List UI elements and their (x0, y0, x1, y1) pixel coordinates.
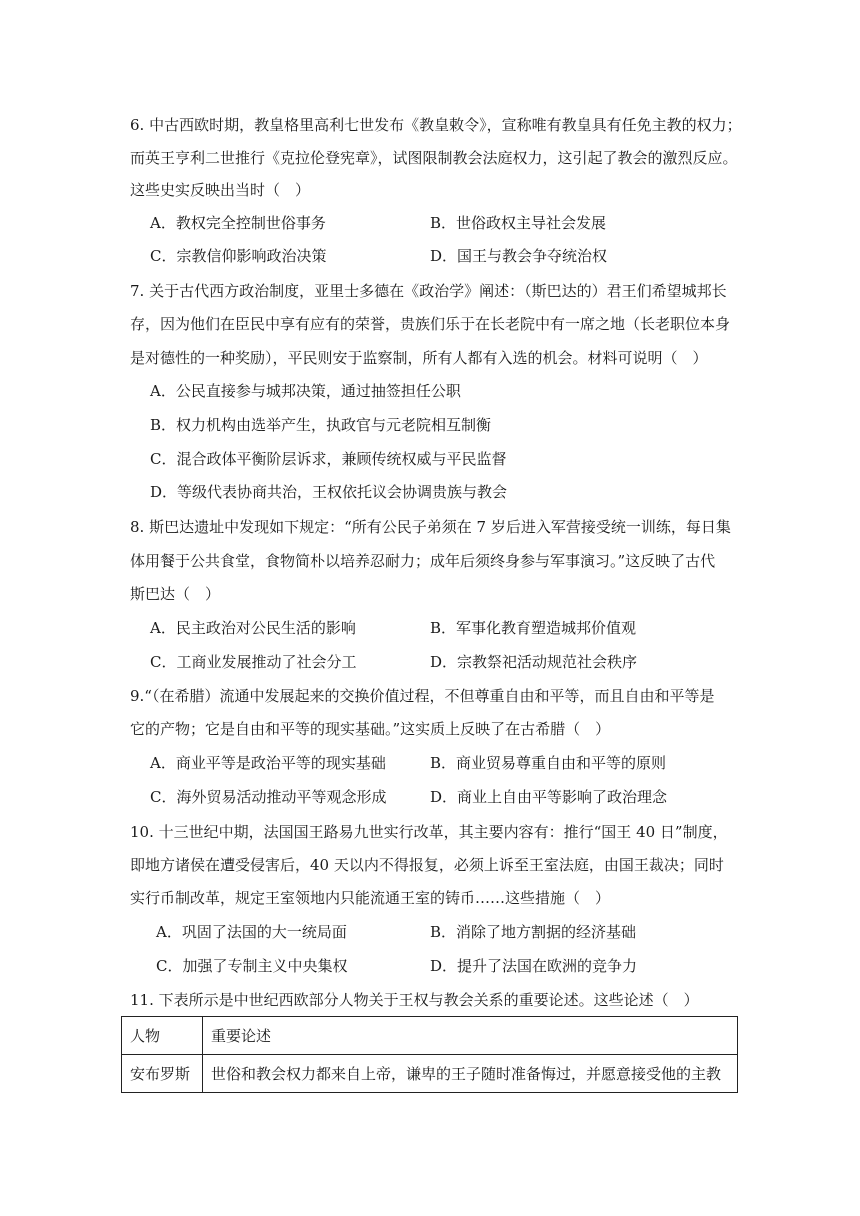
q7-option-b: B．权力机构由选举产生，执政官与元老院相互制衡 (150, 416, 492, 434)
q6-option-d: D．国王与教会争夺统治权 (430, 247, 608, 265)
table-cell-person: 安布罗斯 (122, 1055, 203, 1093)
q9-option-b: B．商业贸易尊重自由和平等的原则 (430, 754, 667, 772)
q10-line-3: 实行币制改革，规定王室领地内只能流通王室的铸币……这些措施（ ） (130, 889, 611, 907)
q8-line-2: 体用餐于公共食堂，食物简朴以培养忍耐力；成年后须终身参与军事演习。”这反映了古代 (130, 552, 716, 570)
q8-option-d: D．宗教祭祀活动规范社会秩序 (430, 653, 638, 671)
q10-option-c: C．加强了专制主义中央集权 (156, 957, 348, 975)
q7-line-2: 存，因为他们在臣民中享有应有的荣誉，贵族们乐于在长老院中有一席之地（长老职位本身 (130, 315, 731, 333)
q10-option-d: D．提升了法国在欧洲的竞争力 (430, 957, 638, 975)
q9-option-c: C．海外贸易活动推动平等观念形成 (150, 788, 387, 806)
q7-option-d: D．等级代表协商共治，王权依托议会协调贵族与教会 (150, 483, 508, 501)
q9-option-a: A．商业平等是政治平等的现实基础 (150, 754, 386, 772)
q11-line-1: 11. 下表所示是中世纪西欧部分人物关于王权与教会关系的重要论述。这些论述（ ） (130, 991, 699, 1009)
q7-option-c: C．混合政体平衡阶层诉求，兼顾传统权威与平民监督 (150, 450, 507, 468)
table-header-statement: 重要论述 (203, 1017, 738, 1055)
table-cell-statement: 世俗和教会权力都来自上帝，谦卑的王子随时准备悔过，并愿意接受他的主教 (203, 1055, 738, 1093)
q10-option-b: B．消除了地方割据的经济基础 (430, 923, 637, 941)
q6-line-1: 6. 中古西欧时期，教皇格里高利七世发布《教皇敕令》，宣称唯有教皇具有任免主教的权力； (130, 116, 742, 134)
q8-option-c: C．工商业发展推动了社会分工 (150, 653, 357, 671)
q8-line-1: 8. 斯巴达遗址中发现如下规定：“所有公民子弟须在 7 岁后进入军营接受统一训练，每日集 (130, 518, 731, 536)
q6-line-3: 这些史实反映出当时（ ） (130, 181, 311, 199)
q10-option-a: A．巩固了法国的大一统局面 (156, 923, 347, 941)
figures-table (121, 1016, 738, 1093)
q9-option-d: D．商业上自由平等影响了政治理念 (430, 788, 668, 806)
q6-line-2: 而英王亨利二世推行《克拉伦登宪章》，试图限制教会法庭权力，这引起了教会的激烈反应。 (130, 149, 738, 167)
q9-line-2: 它的产物；它是自由和平等的现实基础。”这实质上反映了在古希腊（ ） (130, 720, 611, 738)
q6-option-a: A．教权完全控制世俗事务 (150, 214, 326, 232)
table-header-row (122, 1017, 738, 1055)
q8-option-b: B．军事化教育塑造城邦价值观 (430, 619, 637, 637)
table-header-person: 人物 (122, 1017, 203, 1055)
q10-line-1: 10. 十三世纪中期，法国国王路易九世实行改革，其主要内容有：推行“国王 40 日”制度， (130, 823, 728, 841)
q10-line-2: 即地方诸侯在遭受侵害后，40 天以内不得报复，必须上诉至王室法庭，由国王裁决；同时 (130, 856, 724, 874)
q9-line-1: 9.“（在希腊）流通中发展起来的交换价值过程，不但尊重自由和平等，而且自由和平等是 (130, 687, 715, 705)
q8-option-a: A．民主政治对公民生活的影响 (150, 619, 356, 637)
table-row (122, 1055, 738, 1093)
q8-line-3: 斯巴达（ ） (130, 585, 221, 603)
q7-line-3: 是对德性的一种奖励），平民则安于监察制，所有人都有入选的机会。材料可说明（ ） (130, 349, 708, 367)
q6-option-b: B．世俗政权主导社会发展 (430, 214, 607, 232)
q6-option-c: C．宗教信仰影响政治决策 (150, 247, 327, 265)
q7-option-a: A．公民直接参与城邦决策，通过抽签担任公职 (150, 382, 461, 400)
q7-line-1: 7. 关于古代西方政治制度，亚里士多德在《政治学》阐述：（斯巴达的）君王们希望城邦长 (130, 282, 727, 300)
